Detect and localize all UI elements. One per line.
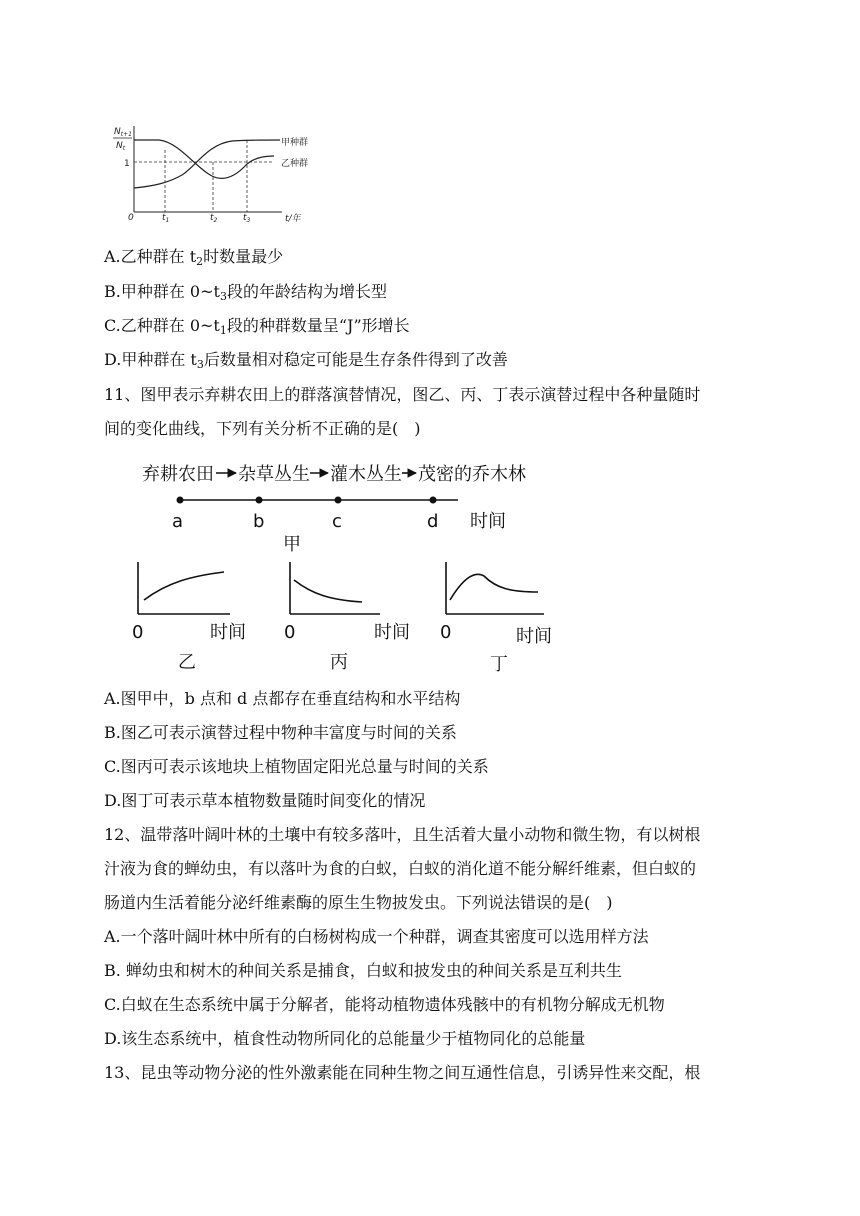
graph-yi-curve [144, 572, 224, 600]
q11-option-a: A.图甲中，b 点和 d 点都存在垂直结构和水平结构 [104, 689, 461, 708]
point-label-a: a [172, 511, 184, 532]
q11-option-c: C.图丙可表示该地块上植物固定阳光总量与时间的关系 [104, 757, 489, 776]
stage-label-2: 杂草丛生 [238, 464, 310, 485]
time-label-main: 时间 [470, 511, 506, 532]
y-tick-one: 1 [124, 159, 130, 169]
point-label-c: c [332, 511, 342, 532]
graph-ding-origin: 0 [440, 622, 452, 643]
point-b [256, 497, 263, 504]
x-axis-label: t/年 [285, 214, 301, 224]
graph-ding-time-label: 时间 [516, 626, 552, 647]
curve-series-b [134, 140, 280, 188]
q12-stem-line-2: 汁液为食的蝉幼虫，有以落叶为食的白蚁，白蚁的消化道不能分解纤维素，但白蚁的 [104, 859, 697, 878]
x-tick-t3: $t_3$ [243, 213, 251, 224]
q12-option-b: B. 蝉幼虫和树木的种间关系是捕食，白蚁和披发虫的种间关系是互利共生 [104, 961, 622, 980]
q11-option-b: B.图乙可表示演替过程中物种丰富度与时间的关系 [104, 723, 457, 742]
stage-label-4: 茂密的乔木林 [418, 464, 526, 485]
q12-stem-line-3: 肠道内生活着能分泌纤维素酶的原生生物披发虫。下列说法错误的是( ) [104, 893, 613, 912]
q10-option-c: C.乙种群在 $0\sim t_1$段的种群数量呈“J”形增长 [104, 316, 410, 337]
x-tick-t1: $t_1$ [162, 213, 170, 224]
point-label-d: d [427, 511, 439, 532]
q12-option-d: D.该生态系统中，植食性动物所同化的总能量少于植物同化的总能量 [104, 1029, 586, 1048]
q11-option-d: D.图丁可表示草本植物数量随时间变化的情况 [104, 791, 426, 810]
legend-series-b: 乙种群 [281, 159, 309, 169]
q12-option-c: C.白蚁在生态系统中属于分解者，能将动植物遗体残骸中的有机物分解成无机物 [104, 995, 665, 1014]
stage-label-1: 弃耕农田 [142, 464, 214, 485]
q11-stem-line-2: 间的变化曲线，下列有关分析不正确的是( ) [104, 419, 421, 438]
graph-ding-curve [450, 574, 538, 600]
stage-label-3: 灌木丛生 [330, 464, 402, 485]
point-a [177, 497, 184, 504]
curve-series-a [134, 140, 274, 178]
y-label-denominator: $N_t$ [116, 141, 126, 152]
legend-series-a: 甲种群 [281, 138, 309, 148]
q11-stem-line-1: 11、图甲表示弃耕农田上的群落演替情况，图乙、丙、丁表示演替过程中各种量随时 [104, 385, 701, 404]
q10-option-a: A.乙种群在 $t_2$时数量最少 [104, 247, 284, 268]
point-d [430, 497, 437, 504]
graph-ding-name: 丁 [490, 654, 508, 675]
q12-stem-line-1: 12、温带落叶阔叶林的土壤中有较多落叶，且生活着大量小动物和微生物，有以树根 [104, 825, 701, 844]
origin-label: 0 [128, 213, 134, 223]
q10-option-d: D.甲种群在 $t_3$后数量相对稳定可能是生存条件得到了改善 [104, 350, 508, 371]
graph-bing-name: 丙 [330, 652, 348, 673]
x-tick-t2: $t_2$ [210, 213, 218, 224]
y-label-numerator: $N_{t+1}$ [114, 127, 132, 138]
figure-label-jia: 甲 [283, 534, 301, 555]
population-ratio-figure [104, 120, 324, 238]
q12-option-a: A.一个落叶阔叶林中所有的白杨树构成一个种群，调查其密度可以选用样方法 [104, 927, 649, 946]
graph-yi-name: 乙 [178, 652, 196, 673]
graph-bing-origin: 0 [284, 622, 296, 643]
point-c [335, 497, 342, 504]
graph-yi-time-label: 时间 [210, 622, 246, 643]
q13-stem-line-1: 13、昆虫等动物分泌的性外激素能在同种生物之间互通性信息，引诱异性来交配，根 [104, 1063, 701, 1082]
graph-bing-curve [294, 580, 362, 602]
point-label-b: b [253, 511, 265, 532]
succession-figure [120, 452, 570, 677]
q10-option-b: B.甲种群在 $0\sim t_3$段的年龄结构为增长型 [104, 282, 387, 303]
graph-bing-time-label: 时间 [374, 622, 410, 643]
graph-yi-origin: 0 [132, 622, 144, 643]
